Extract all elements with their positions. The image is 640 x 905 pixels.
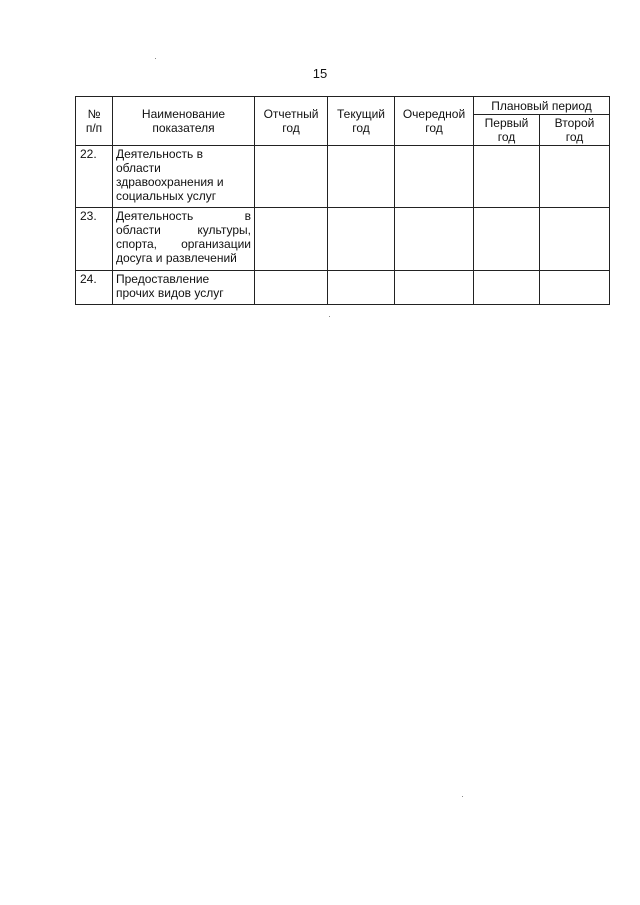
- header-num: № п/п: [76, 97, 113, 146]
- table-row: [76, 146, 610, 208]
- cell-first-year: [474, 271, 540, 305]
- cell-first-year: [474, 146, 540, 208]
- cell-next-year: [395, 271, 474, 305]
- indicators-table: [75, 96, 610, 305]
- cell-reporting-year: [255, 271, 328, 305]
- header-second-year: Второй год: [540, 115, 610, 146]
- cell-next-year: [395, 146, 474, 208]
- header-row-1: [76, 97, 610, 115]
- cell-second-year: [540, 271, 610, 305]
- row-number: 22.: [76, 146, 113, 208]
- cell-current-year: [328, 208, 395, 271]
- indicator-name: Деятельность в области здравоохранения и социальных услуг: [113, 146, 255, 208]
- cell-first-year: [474, 208, 540, 271]
- header-next-year: Очередной год: [395, 97, 474, 146]
- header-reporting-year: Отчетный год: [255, 97, 328, 146]
- cell-second-year: [540, 208, 610, 271]
- cell-reporting-year: [255, 208, 328, 271]
- row-number: 24.: [76, 271, 113, 305]
- cell-next-year: [395, 208, 474, 271]
- scan-speck: [155, 58, 156, 59]
- cell-second-year: [540, 146, 610, 208]
- cell-current-year: [328, 146, 395, 208]
- indicator-name: Предоставление прочих видов услуг: [113, 271, 255, 305]
- page-number: 15: [312, 66, 328, 81]
- header-first-year: Первый год: [474, 115, 540, 146]
- header-planned-period: Плановый период: [474, 97, 610, 115]
- row-number: 23.: [76, 208, 113, 271]
- cell-reporting-year: [255, 146, 328, 208]
- table-row: [76, 208, 610, 271]
- header-name: Наименование показателя: [113, 97, 255, 146]
- cell-current-year: [328, 271, 395, 305]
- table-row: [76, 271, 610, 305]
- scan-speck: [462, 796, 463, 797]
- header-current-year: Текущий год: [328, 97, 395, 146]
- scan-speck: [329, 316, 330, 317]
- indicator-name: Деятельность в области культуры, спорта, организации досуга и развлечений: [113, 208, 255, 271]
